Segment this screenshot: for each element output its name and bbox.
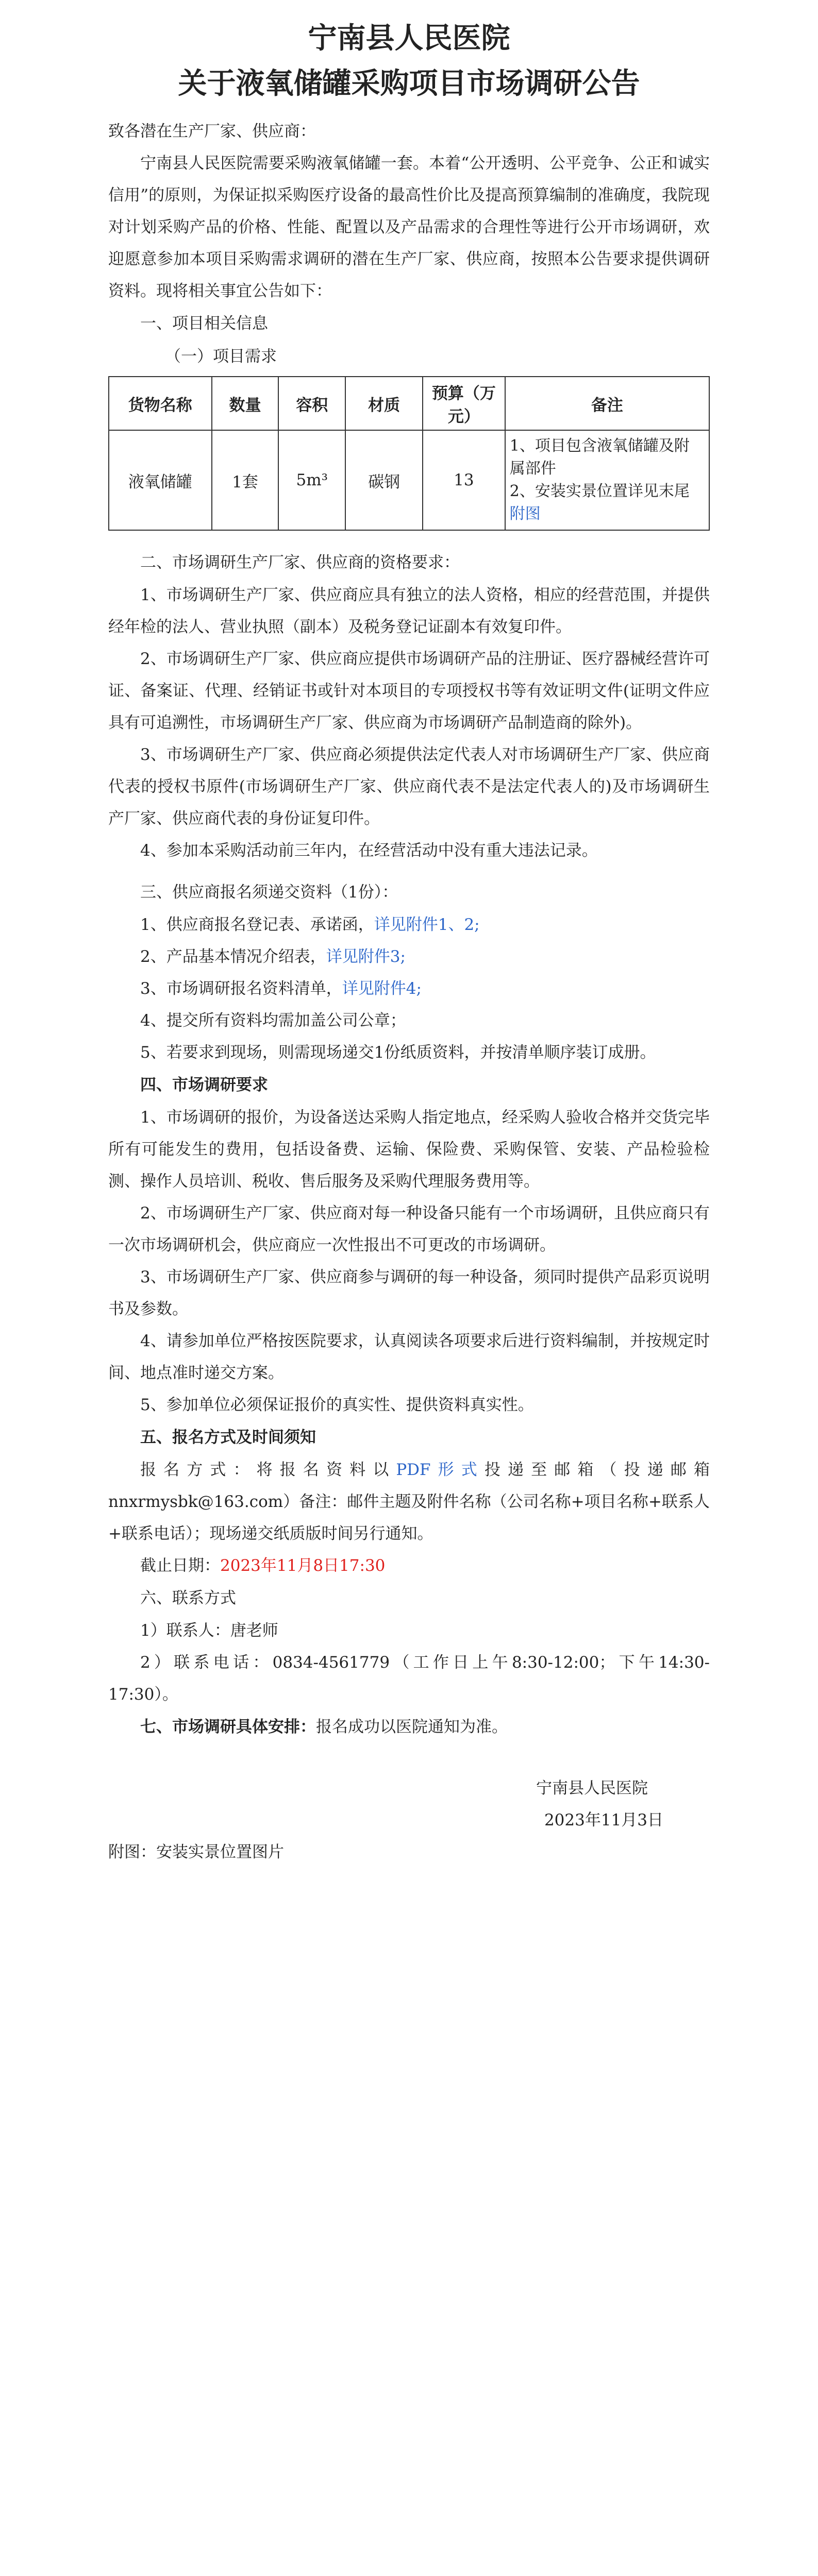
requirement-5: 5、参加单位必须保证报价的真实性、提供资料真实性。 [140,1396,534,1414]
header-material: 材质 [345,377,423,430]
cell-qty: 1套 [212,430,279,530]
deadline-label: 截止日期： [140,1556,220,1575]
note-2-text: 2、安装实景位置详见末尾 [509,482,690,500]
header-qty: 数量 [212,377,279,430]
document-body [108,0,710,1868]
cell-goods: 液氧储罐 [109,430,212,530]
pdf-format-link[interactable]: PDF形式 [396,1461,485,1479]
section-contact: 六、联系方式 [140,1589,236,1607]
document-item-5: 5、若要求到现场，则需现场递交1份纸质资料，并按清单顺序装订成册。 [140,1043,656,1062]
title-announcement: 关于液氧储罐采购项目市场调研公告 [178,66,640,100]
contact-phone: 2）联系电话：0834-4561779（工作日上午8:30-12:00；下午14:30-17:30）。 [108,1653,710,1704]
qualification-1: 1、市场调研生产厂家、供应商应具有独立的法人资格，相应的经营范围，并提供经年检的法人、营业执照（副本）及税务登记证副本有效复印件。 [108,586,710,636]
qualification-4: 4、参加本采购活动前三年内，在经营活动中没有重大违法记录。 [140,841,598,860]
requirement-2: 2、市场调研生产厂家、供应商对每一种设备只能有一个市场调研，且供应商只有一次市场调研机会，供应商应一次性报出不可更改的市场调研。 [108,1204,710,1255]
document-item-3 [108,973,710,1005]
table-header-row [109,377,709,430]
document-item-1-text: 1、供应商报名登记表、承诺函， [140,916,374,934]
document-item-3-text: 3、市场调研报名资料清单， [140,979,342,998]
document-item-1 [108,909,710,941]
deadline-value: 2023年11月8日17:30 [220,1556,386,1575]
header-goods: 货物名称 [109,377,212,430]
signature-org: 宁南县人民医院 [536,1779,648,1798]
requirement-1: 1、市场调研的报价，为设备送达采购人指定地点，经采购人验收合格并交货完毕所有可能发生的费用，包括设备费、运输、保险费、采购保管、安装、产品检验检测、操作人员培训、税收、售后服务及采购代理服务费用等。 [108,1108,710,1191]
arrangement-label: 七、市场调研具体安排： [140,1718,316,1736]
registration-text-b: 投递至邮箱（投递邮箱nnxrmysbk@163.com）备注：邮件主题及附件名称（公司名称+项目名称+联系人+联系电话）；现场递交纸质版时间另行通知。 [108,1461,710,1543]
section-project-info: 一、项目相关信息 [140,314,268,333]
attachment-1-2-link[interactable]: 详见附件1、2; [374,916,480,934]
signature-date: 2023年11月3日 [544,1811,663,1829]
document-item-4: 4、提交所有资料均需加盖公司公章； [140,1011,406,1030]
attached-image-link[interactable]: 附图 [509,505,541,523]
deadline [108,1550,710,1582]
cell-notes [505,430,709,530]
document-item-2-text: 2、产品基本情况介绍表， [140,947,326,966]
section-arrangement [108,1710,710,1743]
attachment-3-link[interactable]: 详见附件3; [326,947,406,966]
attachment-4-link[interactable]: 详见附件4; [342,979,422,998]
requirement-4: 4、请参加单位严格按医院要求，认真阅读各项要求后进行资料编制，并按规定时间、地点准时递交方案。 [108,1332,710,1382]
section-documents: 三、供应商报名须递交资料（1份）： [140,883,398,902]
contact-person: 1）联系人：唐老师 [140,1621,278,1640]
cell-budget: 13 [423,430,505,530]
attachment-caption: 附图：安装实景位置图片 [108,1843,284,1861]
qualification-3: 3、市场调研生产厂家、供应商必须提供法定代表人对市场调研生产厂家、供应商代表的授权书原件(市场调研生产厂家、供应商代表不是法定代表人的)及市场调研生产厂家、供应商代表的身份证复印件。 [108,745,710,828]
table-row [109,430,709,530]
requirement-3: 3、市场调研生产厂家、供应商参与调研的每一种设备，须同时提供产品彩页说明书及参数。 [108,1268,710,1318]
section-project-demand: （一）项目需求 [165,347,277,366]
section-registration: 五、报名方式及时间须知 [140,1428,316,1447]
title-hospital: 宁南县人民医院 [308,21,510,55]
document-item-2 [108,941,710,973]
header-budget: 预算（万元） [423,377,505,430]
section-research-requirements: 四、市场调研要求 [140,1076,268,1094]
note-2 [510,480,705,526]
cell-material: 碳钢 [345,430,423,530]
qualification-2: 2、市场调研生产厂家、供应商应提供市场调研产品的注册证、医疗器械经营许可证、备案证、代理、经销证书或针对本项目的专项授权书等有效证明文件(证明文件应具有可追溯性，市场调研生产厂家、供应商为市场调研产品制造商的除外)。 [108,650,710,732]
registration-method [108,1454,710,1550]
header-volume: 容积 [278,377,345,430]
note-1: 1、项目包含液氧储罐及附属部件 [509,437,690,478]
registration-text-a: 报名方式：将报名资料以 [140,1461,396,1479]
greeting: 致各潜在生产厂家、供应商： [108,122,316,141]
cell-volume: 5m³ [278,430,345,530]
header-notes: 备注 [505,377,709,430]
requirements-table [108,376,710,531]
arrangement-text: 报名成功以医院通知为准。 [316,1718,508,1736]
section-qualification: 二、市场调研生产厂家、供应商的资格要求： [140,553,460,572]
intro-paragraph: 宁南县人民医院需要采购液氧储罐一套。本着“公开透明、公平竞争、公正和诚实信用”的原则，为保证拟采购医疗设备的最高性价比及提高预算编制的准确度，我院现对计划采购产品的价格、性能、配置以及产品需求的合理性等进行公开市场调研，欢迎愿意参加本项目采购需求调研的潜在生产厂家、供应商，按照本公告要求提供调研资料。现将相关事宜公告如下： [108,154,710,300]
